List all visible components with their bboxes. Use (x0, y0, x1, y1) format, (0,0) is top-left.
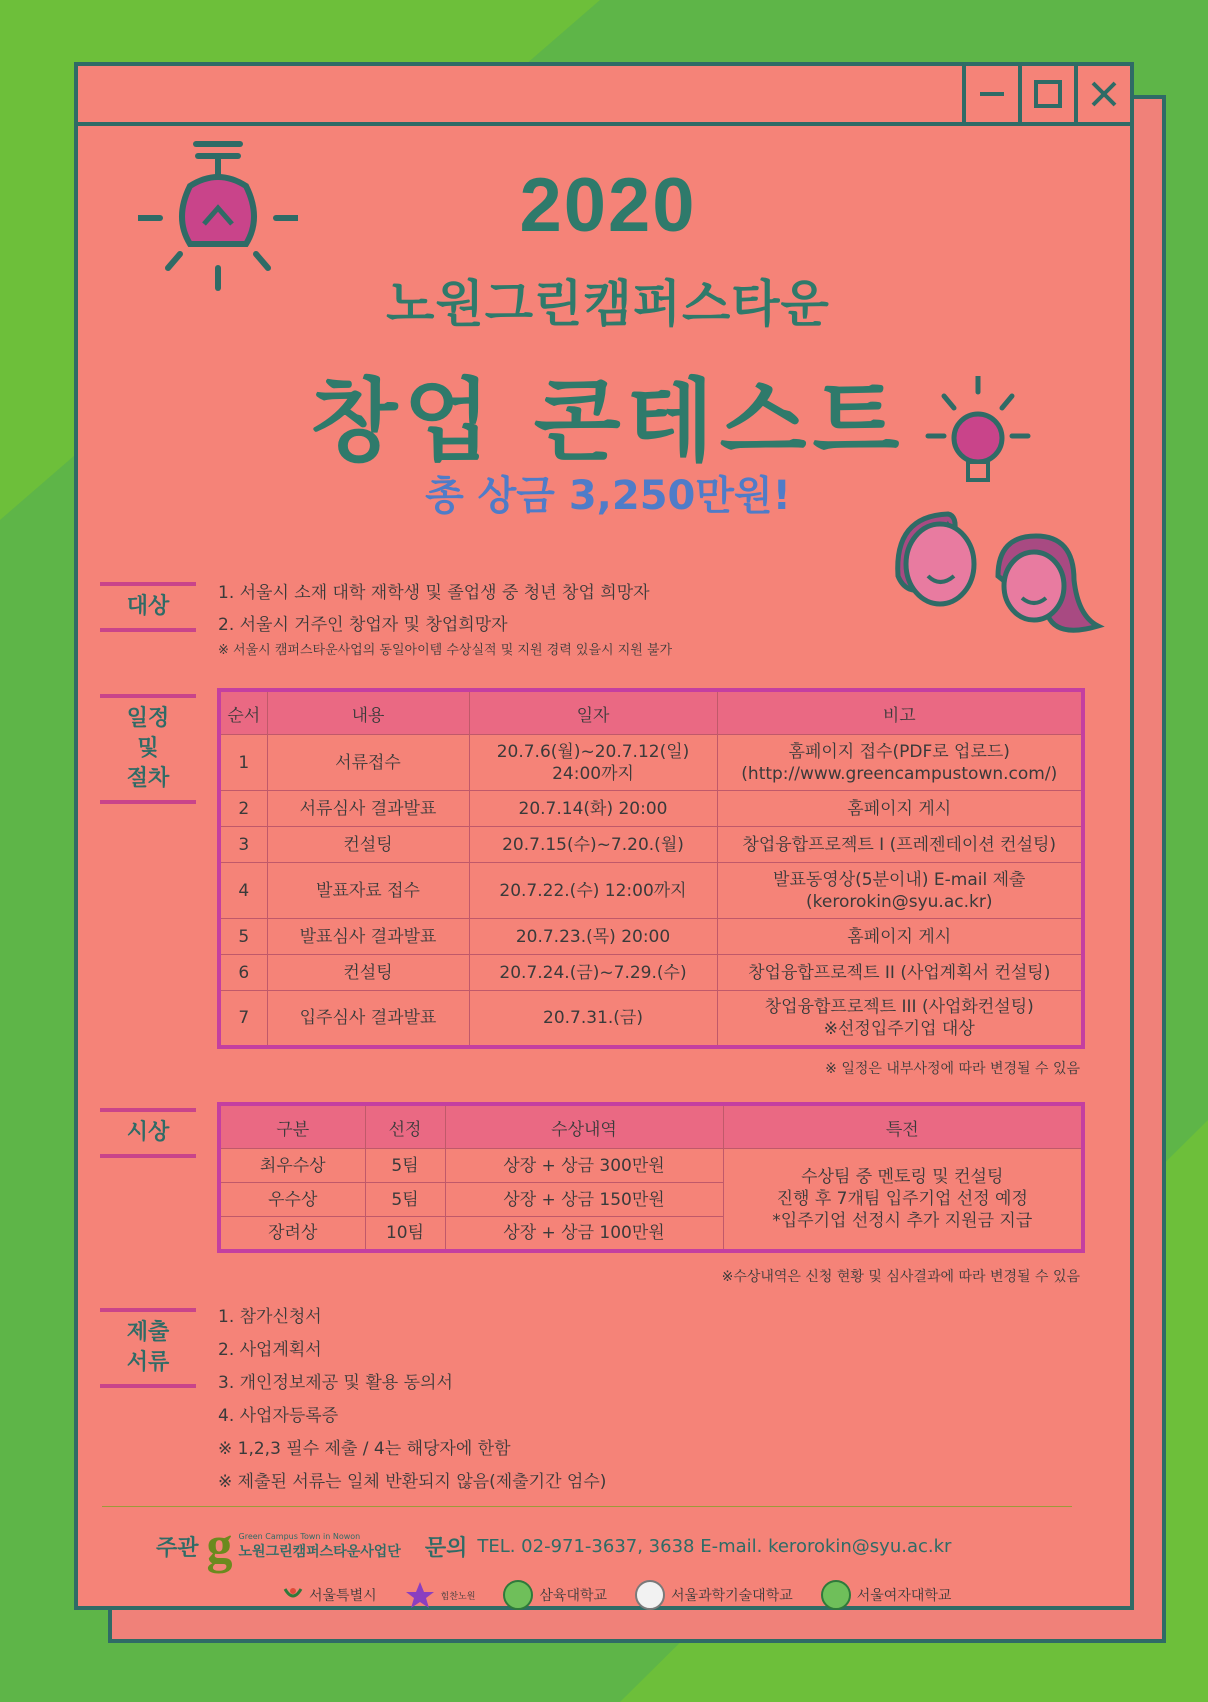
section-label-documents (100, 1302, 196, 1394)
table-cell: 20.7.22.(수) 12:00까지 (469, 863, 717, 919)
label-bar (100, 1108, 196, 1112)
minimize-icon (977, 79, 1007, 109)
table-cell (469, 735, 717, 791)
table-cell: 1 (219, 735, 267, 791)
column-header: 일자 (469, 690, 717, 735)
footer-contact (156, 1517, 952, 1574)
cell-line: (http://www.greencampustown.com/) (741, 763, 1058, 784)
close-button[interactable] (1074, 66, 1130, 122)
document-item: 4. 사업자등록증 (218, 1406, 339, 1426)
logo-swu (821, 1580, 952, 1610)
table-cell (717, 991, 1083, 1047)
eligibility-item: 2. 서울시 거주인 창업자 및 창업희망자 (218, 615, 508, 635)
nowon-logo-icon (405, 1580, 435, 1610)
logo-nowon (405, 1580, 476, 1610)
table-cell: 5 (219, 919, 267, 955)
label-text: 시상 (126, 1120, 170, 1145)
title-year: 2020 (519, 163, 697, 248)
table-row (219, 791, 1083, 827)
contact-label: 문의 (424, 1535, 468, 1561)
cell-line: 홈페이지 접수(PDF로 업로드) (788, 741, 1010, 762)
window-titlebar (78, 66, 1130, 126)
partner-logos (283, 1580, 951, 1610)
close-icon (1089, 79, 1119, 109)
table-cell: 20.7.23.(목) 20:00 (469, 919, 717, 955)
contact-text: TEL. 02-971-3637, 3638 E-mail. kerorokin@syu.ac.kr (477, 1535, 952, 1557)
logo-sahmyook (503, 1580, 607, 1610)
university-seal-icon (503, 1580, 533, 1610)
column-header: 수상내역 (445, 1104, 723, 1149)
table-cell: 상장 + 상금 100만원 (445, 1217, 723, 1251)
title-subtitle: 노원그린캠퍼스타운 (386, 275, 830, 333)
section-label-schedule (100, 688, 196, 810)
table-cell: 상장 + 상금 150만원 (445, 1183, 723, 1217)
document-item: 1. 참가신청서 (218, 1307, 322, 1327)
table-header-row (219, 1104, 1083, 1149)
benefit-cell (723, 1149, 1083, 1251)
logo-text: 삼육대학교 (539, 1588, 608, 1604)
table-row (219, 955, 1083, 991)
column-header: 비고 (717, 690, 1083, 735)
footer-divider (102, 1506, 1072, 1507)
university-seal-icon (635, 1580, 665, 1610)
table-cell: 컨설팅 (267, 827, 469, 863)
table-cell: 홈페이지 게시 (717, 791, 1083, 827)
seoul-logo-icon (283, 1585, 303, 1605)
label-bar (100, 1154, 196, 1158)
table-cell: 4 (219, 863, 267, 919)
logo-seoul (283, 1585, 377, 1605)
label-bar (100, 582, 196, 586)
table-cell: 서류심사 결과발표 (267, 791, 469, 827)
table-cell: 5팀 (365, 1183, 445, 1217)
table-cell: 6 (219, 955, 267, 991)
label-text: 대상 (126, 594, 170, 619)
label-bar (100, 1308, 196, 1312)
window-controls (962, 66, 1130, 122)
table-cell: 장려상 (219, 1217, 365, 1251)
table-cell: 입주심사 결과발표 (267, 991, 469, 1047)
label-text: 제출 (126, 1320, 170, 1345)
table-row (219, 863, 1083, 919)
document-note: ※ 1,2,3 필수 제출 / 4는 해당자에 한함 (218, 1439, 511, 1459)
cell-line: 진행 후 7개팀 입주기업 선정 예정 (776, 1188, 1028, 1209)
awards-table (217, 1102, 1085, 1253)
table-header-row (219, 690, 1083, 735)
university-seal-icon (821, 1580, 851, 1610)
logo-text: 힘찬노원 (440, 1591, 476, 1602)
label-bar (100, 1384, 196, 1388)
label-text: 서류 (126, 1350, 170, 1375)
org-name: 노원그린캠퍼스타운사업단 (238, 1543, 401, 1560)
cell-line: (kerorokin@syu.ac.kr) (806, 891, 993, 912)
table-row (219, 827, 1083, 863)
label-text: 일정 (126, 706, 170, 731)
table-cell: 5팀 (365, 1149, 445, 1183)
cell-line: 24:00까지 (552, 763, 634, 784)
schedule-note: ※ 일정은 내부사정에 따라 변경될 수 있음 (825, 1061, 1080, 1077)
table-cell: 7 (219, 991, 267, 1047)
maximize-icon (1033, 79, 1063, 109)
column-header: 내용 (267, 690, 469, 735)
org-logo: g (206, 1517, 233, 1574)
table-cell: 발표심사 결과발표 (267, 919, 469, 955)
schedule-table (217, 688, 1085, 1049)
table-cell: 3 (219, 827, 267, 863)
table-row (219, 919, 1083, 955)
cell-line: 수상팀 중 멘토링 및 컨설팅 (801, 1166, 1004, 1187)
label-bar (100, 694, 196, 698)
table-cell: 우수상 (219, 1183, 365, 1217)
section-label-awards (100, 1102, 196, 1164)
table-cell: 20.7.24.(금)~7.29.(수) (469, 955, 717, 991)
table-cell: 상장 + 상금 300만원 (445, 1149, 723, 1183)
document-item: 3. 개인정보제공 및 활용 동의서 (218, 1373, 453, 1393)
table-row (219, 1149, 1083, 1183)
column-header: 특전 (723, 1104, 1083, 1149)
table-cell: 2 (219, 791, 267, 827)
logo-text: 서울여자대학교 (856, 1588, 952, 1604)
logo-seoultech (635, 1580, 793, 1610)
section-label-eligibility (100, 576, 196, 638)
column-header: 선정 (365, 1104, 445, 1149)
table-cell: 컨설팅 (267, 955, 469, 991)
logo-text: 서울과학기술대학교 (671, 1588, 793, 1604)
table-cell: 20.7.31.(금) (469, 991, 717, 1047)
cell-line: 발표동영상(5분이내) E-mail 제출 (773, 869, 1026, 890)
minimize-button[interactable] (962, 66, 1018, 122)
table-cell: 최우수상 (219, 1149, 365, 1183)
table-row (219, 735, 1083, 791)
table-row (219, 991, 1083, 1047)
table-cell: 20.7.15(수)~7.20.(월) (469, 827, 717, 863)
org-block (239, 1532, 401, 1561)
page-title: 창업 콘테스트 (310, 369, 906, 474)
table-cell (717, 735, 1083, 791)
document-note: ※ 제출된 서류는 일체 반환되지 않음(제출기간 엄수) (218, 1472, 607, 1492)
logo-text: 서울특별시 (309, 1588, 377, 1604)
label-bar (100, 628, 196, 632)
awards-note: ※수상내역은 신청 현황 및 심사결과에 따라 변경될 수 있음 (721, 1269, 1080, 1285)
document-item: 2. 사업계획서 (218, 1340, 322, 1360)
label-bar (100, 800, 196, 804)
column-header: 구분 (219, 1104, 365, 1149)
org-small-text: Green Campus Town in Nowon (238, 1531, 361, 1541)
table-cell (717, 863, 1083, 919)
table-cell: 20.7.14(화) 20:00 (469, 791, 717, 827)
table-cell: 창업융합프로젝트 II (사업계획서 컨설팅) (717, 955, 1083, 991)
host-label: 주관 (156, 1535, 199, 1561)
cell-line: 창업융합프로젝트 III (사업화컨설팅) (764, 996, 1034, 1017)
poster-window (74, 62, 1134, 1610)
label-text: 및 (137, 736, 159, 761)
table-cell: 홈페이지 게시 (717, 919, 1083, 955)
maximize-button[interactable] (1018, 66, 1074, 122)
table-cell: 발표자료 접수 (267, 863, 469, 919)
eligibility-item: 1. 서울시 소재 대학 재학생 및 졸업생 중 청년 창업 희망자 (218, 583, 650, 603)
eligibility-note: ※ 서울시 캠퍼스타운사업의 동일아이템 수상실적 및 지원 경력 있을시 지원 불가 (218, 643, 673, 658)
cell-line: *입주기업 선정시 추가 지원금 지급 (772, 1210, 1033, 1231)
cell-line: 20.7.6(월)~20.7.12(일) (496, 741, 690, 762)
label-text: 절차 (126, 766, 170, 791)
cell-line: ※선정입주기업 대상 (823, 1018, 975, 1039)
table-cell: 10팀 (365, 1217, 445, 1251)
table-cell: 서류접수 (267, 735, 469, 791)
column-header: 순서 (219, 690, 267, 735)
total-prize: 총 상금 3,250만원! (425, 473, 791, 519)
table-cell: 창업융합프로젝트 I (프레젠테이션 컨설팅) (717, 827, 1083, 863)
